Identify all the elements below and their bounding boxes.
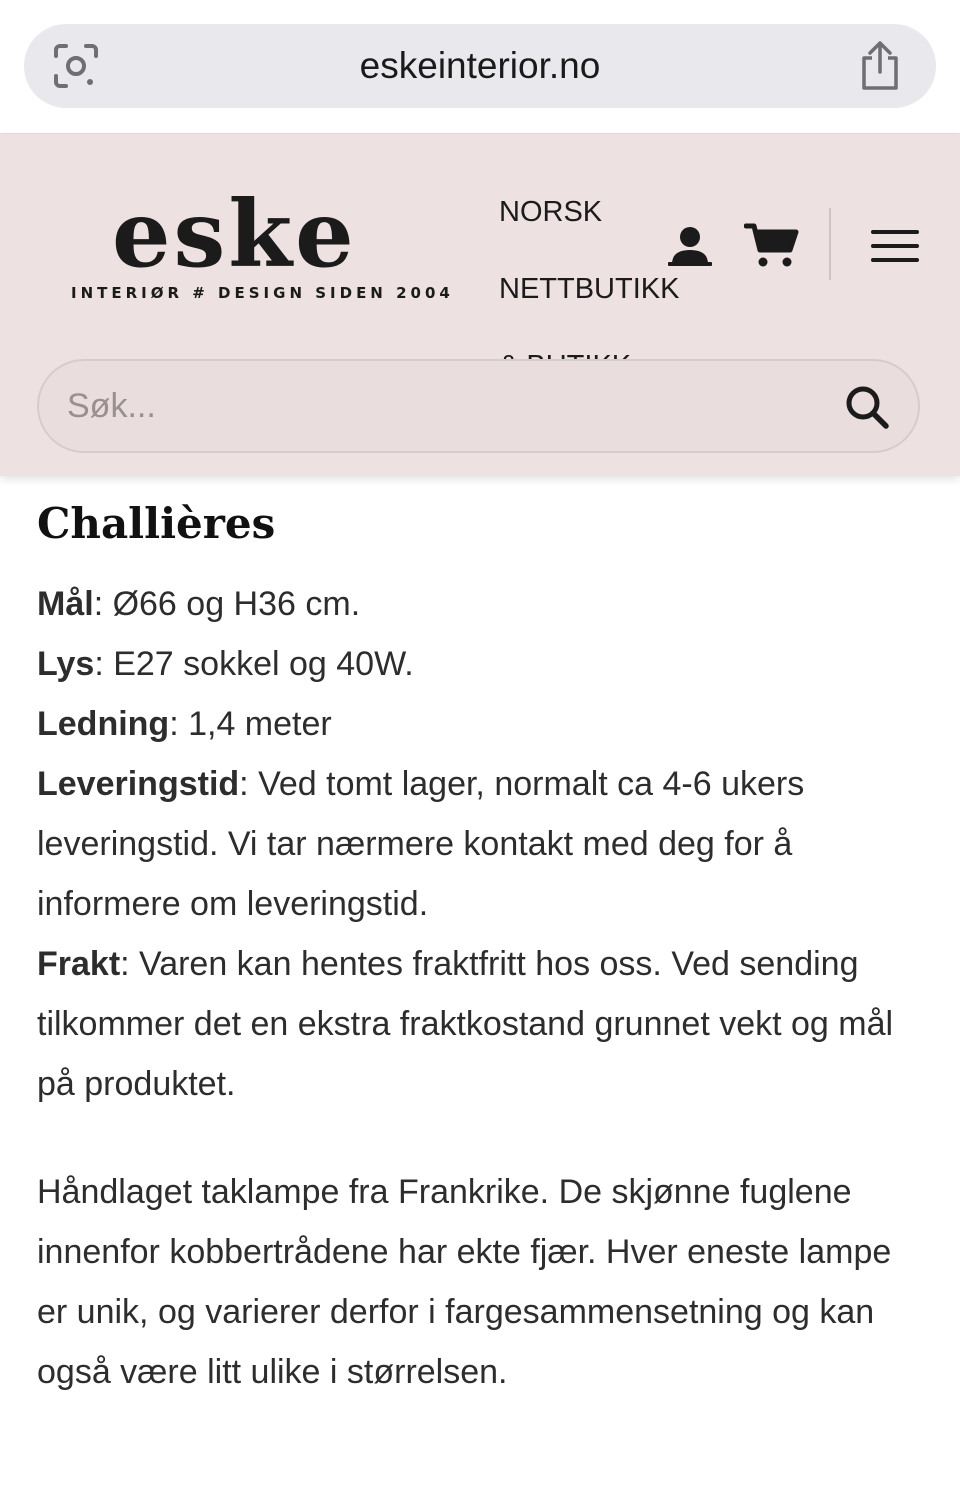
product-content [37,496,927,1402]
product-description: Håndlaget taklampe fra Frankrike. De skjønne fuglene innenfor kobbertrådene har ekte fjær. Hver eneste lampe er unik, og varierer derfor i fargesammensetning og kan også være litt ulike i størrelsen. [37,1173,892,1391]
spec-label: Mål [37,585,94,623]
cart-icon[interactable] [744,222,800,270]
store-label-line-1: NORSK [499,196,603,228]
spec-delivery-time [37,754,927,934]
account-icon[interactable] [666,224,714,268]
browser-toolbar [0,0,960,133]
logo-wordmark: eske [112,180,357,288]
spec-value: : Ved tomt lager, normalt ca 4-6 ukers leveringstid. Vi tar nærmere kontakt med deg for å informere om leveringstid. [37,765,805,923]
spec-dimensions [37,574,927,634]
product-specs [37,574,927,1114]
spec-label: Frakt [37,945,121,983]
menu-icon[interactable] [870,226,920,266]
store-label-line-2: NETTBUTIKK [499,273,680,305]
lens-icon[interactable] [52,42,100,90]
spec-label: Leveringstid [37,765,240,803]
site-header [0,133,960,476]
site-logo[interactable] [60,174,454,314]
header-divider [829,208,831,280]
spec-label: Lys [37,645,95,683]
spec-value: : 1,4 meter [169,705,332,743]
product-title: Challières [37,499,276,548]
spec-label: Ledning [37,705,170,743]
spec-value: : Ø66 og H36 cm. [93,585,361,623]
spec-value: : Varen kan hentes fraktfritt hos oss. Ved sending tilkommer det en ekstra fraktkostand grunnet vekt og mål på produktet. [37,945,894,1103]
url-text[interactable]: eskeinterior.no [359,45,601,86]
spec-cord [37,694,927,754]
spec-shipping [37,934,927,1114]
search-icon[interactable] [843,383,891,431]
share-icon[interactable] [856,40,904,92]
search-bar[interactable] [37,359,920,453]
logo-tagline: INTERIØR # DESIGN SIDEN 2004 [71,284,454,302]
search-input[interactable] [67,361,827,451]
spec-light [37,634,927,694]
address-bar[interactable] [24,24,936,108]
spec-value: : E27 sokkel og 40W. [94,645,414,683]
